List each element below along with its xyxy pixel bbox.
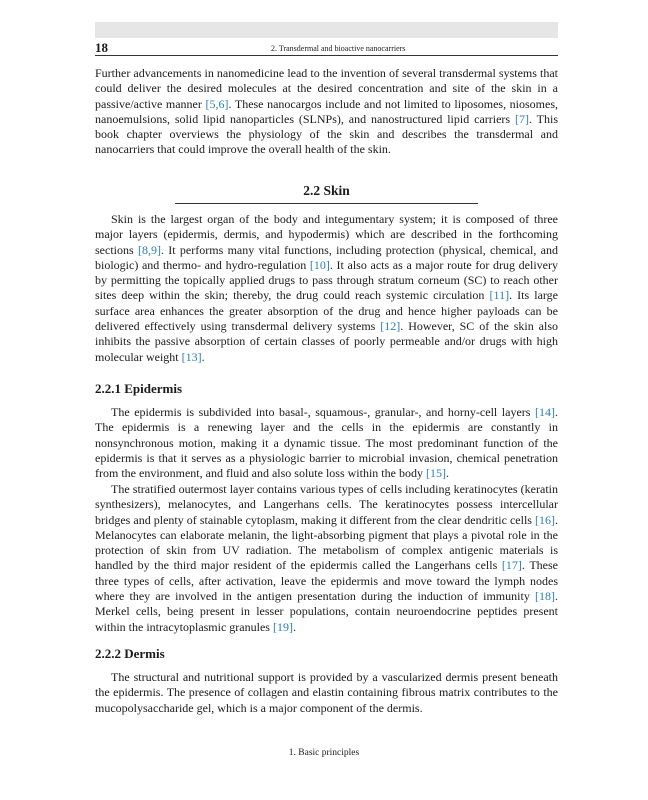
skin-paragraph [95, 212, 558, 365]
section-title-epidermis: 2.2.1 Epidermis [95, 381, 183, 396]
text-run: . [445, 466, 449, 481]
citation-link[interactable]: [8,9] [137, 242, 161, 257]
text-run: . Merkel cells, being present in lesser populations, contain neuroendocrine peptides present within the intracytoplasmic granules [95, 589, 558, 634]
citation-link[interactable]: [19] [272, 619, 293, 634]
page-number: 18 [95, 40, 108, 55]
text-run: . Its large surface area enhances the greater absorption of the drug and hence higher payloads can be delivered effectively using transdermal delivery systems [95, 288, 559, 334]
text-run: . This book chapter overviews the physiology of the skin and describes the transdermal and nanocarriers that could improve the overall health of the skin. [95, 111, 558, 157]
citation-link[interactable]: [17] [501, 558, 522, 573]
citation-link[interactable]: [12] [380, 319, 401, 334]
section-title-dermis: 2.2.2 Dermis [95, 646, 165, 661]
citation-link[interactable]: [16] [535, 512, 555, 527]
text-run: The stratified outermost layer contains various types of cells including keratinocytes (keratin synthesizers), melanocytes, and Langerhans cells. The keratinocytes possess intercellular bridges and plenty of stainable cytoplasm, making it different from the clear dendritic cells [95, 482, 558, 527]
citation-link[interactable]: [10] [309, 257, 330, 272]
text-run: . These nanocargos include and not limited to liposomes, niosomes, nanoemulsions, solid lipid nanoparticles (SLNPs), and nanostructured lipid carriers [95, 96, 558, 126]
text-run: Further advancements in nanomedicine lead to the invention of several transdermal systems that could deliver the desired molecules at the desired concentration and site of the skin in a passive/active manner [95, 66, 558, 111]
epidermis-paragraph-1 [95, 405, 558, 481]
footer-label: 1. Basic principles [288, 748, 360, 758]
section-rule [175, 203, 478, 204]
epidermis-paragraph-2 [95, 482, 558, 635]
text-run: Skin is the largest organ of the body and integumentary system; it is composed of three major layers (epidermis, dermis, and hypodermis) which are described in the forthcoming sections [95, 212, 558, 257]
text-run: The epidermis is subdivided into basal-, squamous-, granular-, and horny-cell layers [111, 405, 535, 419]
text-run: . It also acts as a major route for drug delivery by permitting the topically applied drugs to pass through stratum corneum (SC) to reach other sites deep within the skin; thereby, the drug could reach systemic circulation [95, 257, 558, 303]
section-title-skin: 2.2 Skin [303, 183, 350, 198]
running-head [95, 40, 558, 60]
text-run: . These three types of cells, after activation, leave the epidermis and move toward the lymph nodes where they are involved in the antigen presentation during the induction of immunity [95, 558, 559, 604]
citation-link[interactable]: [7] [514, 111, 529, 126]
citation-link[interactable]: [14] [535, 405, 555, 419]
text-run: . [201, 349, 205, 364]
citation-link[interactable]: [18] [535, 589, 555, 604]
running-title: 2. Transdermal and bioactive nanocarriers [271, 44, 406, 53]
text-run: . [292, 619, 296, 634]
dermis-paragraph: The structural and nutritional support is provided by a vascularized dermis present beneath the epidermis. The presence of collagen and elastin containing fibrous matrix contributes to the mucopolysaccharide gel, which is a major component of the dermis. [95, 670, 558, 715]
text-run: . It performs many vital functions, including protection (physical, chemical, and biologic) and thermo- and hydro-regulation [95, 242, 558, 272]
text-run: . However, SC of the skin also inhibits the passive absorption of certain classes of poorly permeable and/or drugs with high molecular weight [95, 319, 558, 364]
citation-link[interactable]: [11] [489, 288, 510, 303]
citation-link[interactable]: [5,6] [205, 96, 229, 111]
citation-link[interactable]: [15] [425, 466, 446, 481]
header-rule [95, 55, 558, 56]
header-bar [95, 22, 558, 38]
text-run: . The epidermis is a renewing layer and the cells in the epidermis are constantly in nonsynchronous motion, making it a dynamic tissue. The most predominant function of the epidermis is that it serves as a physiologic barrier to microbial invasion, chemical penetration from the environment, and fluid and also solute loss within the body [95, 405, 558, 481]
citation-link[interactable]: [13] [181, 349, 202, 364]
text-run: . Melanocytes can elaborate melanin, the light-absorbing pigment that plays a pivotal role in the protection of skin from UV radiation. The metabolism of complex antigenic materials is handled by the third major resident of the epidermis called the Langerhans cells [95, 512, 558, 573]
intro-paragraph [95, 66, 558, 158]
